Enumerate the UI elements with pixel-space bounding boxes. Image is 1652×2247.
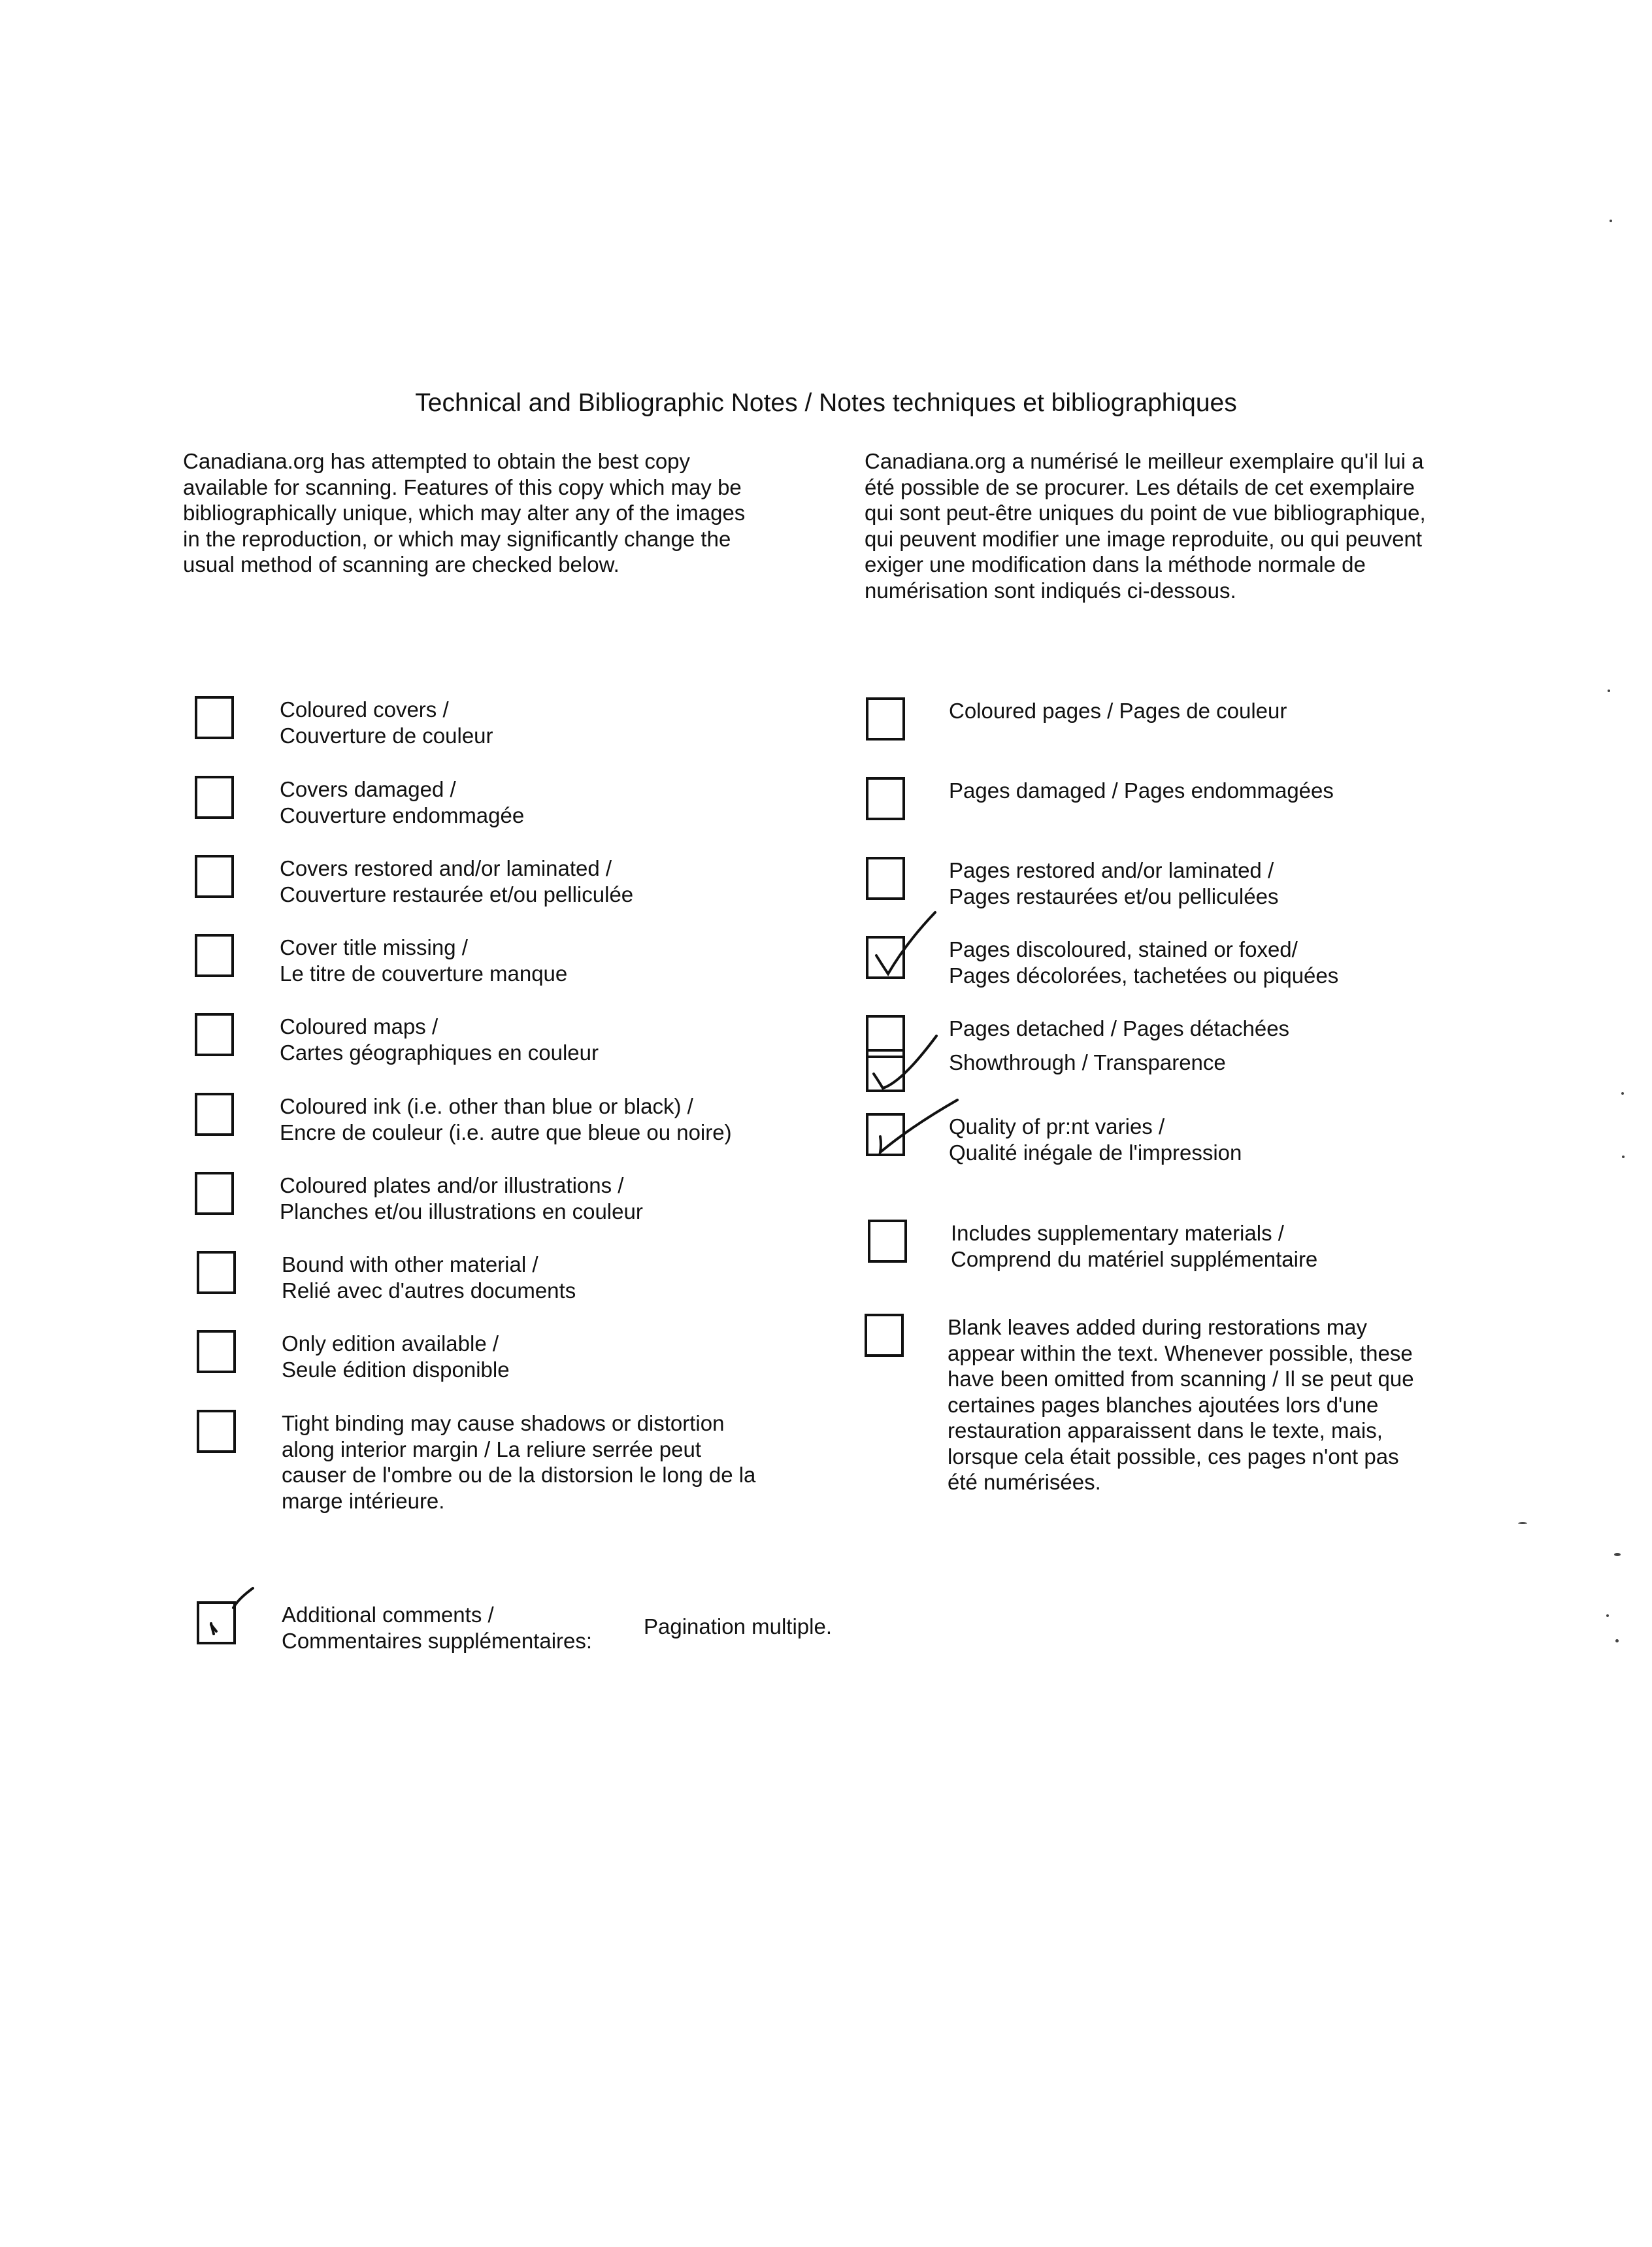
check-mark-icon bbox=[197, 1569, 288, 1660]
checklist-item-label: Coloured covers / Couverture de couleur bbox=[280, 697, 493, 748]
checklist-item-label: Covers damaged / Couverture endommagée bbox=[280, 777, 525, 827]
checkbox[interactable] bbox=[866, 697, 905, 741]
checkbox[interactable] bbox=[197, 1410, 236, 1453]
check-mark-icon bbox=[866, 1080, 957, 1172]
scan-speck bbox=[1518, 1522, 1527, 1524]
checklist-item-label: Quality of pr:nt varies / Qualité inégale de l'impression bbox=[949, 1114, 1242, 1165]
checkbox[interactable] bbox=[195, 1013, 234, 1056]
scan-speck bbox=[1606, 1614, 1609, 1617]
checkbox[interactable] bbox=[866, 777, 905, 820]
checkbox[interactable] bbox=[866, 857, 905, 900]
checklist-item-label: Covers restored and/or laminated / Couverture restaurée et/ou pelliculée bbox=[280, 856, 634, 907]
intro-english: Canadiana.org has attempted to obtain the best copy available for scanning. Features of this copy which may be bibliographically unique, which may alter any of the images in the reproduction, or which may significantly change the usual method of scanning are checked below. bbox=[183, 449, 746, 576]
checklist-item-label: Pages detached / Pages détachées bbox=[949, 1016, 1290, 1040]
checkbox[interactable] bbox=[195, 696, 234, 739]
additional-comments-label: Additional comments / Commentaires supplémentaires: bbox=[282, 1603, 593, 1653]
scan-speck bbox=[1615, 1639, 1619, 1642]
checklist-item-label: Pages damaged / Pages endommagées bbox=[949, 778, 1334, 803]
scan-speck bbox=[1610, 220, 1612, 222]
intro-french: Canadiana.org a numérisé le meilleur exemplaire qu'il lui a été possible de se procurer. Les détails de cet exemplaire qui sont peut-être uniques du point de vue bibliographique, qui peuvent modifier une image reproduite, ou qui peuvent exiger une modification dans la méthode normale de numérisation sont indiqués ci-dessous. bbox=[865, 449, 1426, 603]
scan-speck bbox=[1614, 1553, 1621, 1556]
checklist-item-label: Pages restored and/or laminated / Pages restaurées et/ou pelliculées bbox=[949, 858, 1279, 908]
checkbox[interactable] bbox=[195, 934, 234, 977]
checkbox[interactable] bbox=[197, 1330, 236, 1373]
checklist-item-label: Includes supplementary materials / Comprend du matériel supplémentaire bbox=[951, 1221, 1318, 1271]
checklist-item-label: Tight binding may cause shadows or distortion along interior margin / La reliure serrée peut causer de l'ombre ou de la distorsion le long de la marge intérieure. bbox=[282, 1411, 756, 1513]
scan-speck bbox=[1622, 1156, 1625, 1158]
checklist-item-label: Bound with other material / Relié avec d'autres documents bbox=[282, 1252, 576, 1303]
scan-speck bbox=[1608, 690, 1610, 692]
checkbox[interactable] bbox=[195, 1093, 234, 1136]
checklist-item-label: Only edition available / Seule édition disponible bbox=[282, 1331, 510, 1382]
additional-comments-value: Pagination multiple. bbox=[644, 1614, 833, 1639]
checklist-item-label: Showthrough / Transparence bbox=[949, 1050, 1226, 1074]
checkbox[interactable] bbox=[195, 776, 234, 819]
scan-speck bbox=[1621, 1092, 1624, 1095]
checklist-item-label: Coloured ink (i.e. other than blue or black) / Encre de couleur (i.e. autre que bleue ou noire) bbox=[280, 1094, 732, 1144]
checklist-item-label: Coloured pages / Pages de couleur bbox=[949, 699, 1287, 723]
checklist-item-label: Coloured maps / Cartes géographiques en couleur bbox=[280, 1014, 599, 1065]
checkbox[interactable] bbox=[865, 1314, 904, 1357]
checklist-item-label: Pages discoloured, stained or foxed/ Pages décolorées, tachetées ou piquées bbox=[949, 937, 1339, 988]
page-title: Technical and Bibliographic Notes / Notes techniques et bibliographiques bbox=[415, 389, 1237, 417]
checkbox[interactable] bbox=[197, 1251, 236, 1294]
checkbox[interactable] bbox=[195, 1172, 234, 1215]
checkbox[interactable] bbox=[868, 1220, 907, 1263]
checkbox[interactable] bbox=[195, 855, 234, 898]
checklist-item-label: Blank leaves added during restorations may appear within the text. Whenever possible, these have been omitted from scanning / Il se peut que certaines pages blanches ajoutées lors d'une restauration apparaissent dans le texte, mais, lorsque cela était possible, ces pages n'ont pas été numérisées. bbox=[948, 1315, 1414, 1494]
check-mark-icon bbox=[866, 903, 957, 995]
checklist-item-label: Cover title missing / Le titre de couverture manque bbox=[280, 935, 568, 986]
checklist-item-label: Coloured plates and/or illustrations / Planches et/ou illustrations en couleur bbox=[280, 1173, 643, 1223]
